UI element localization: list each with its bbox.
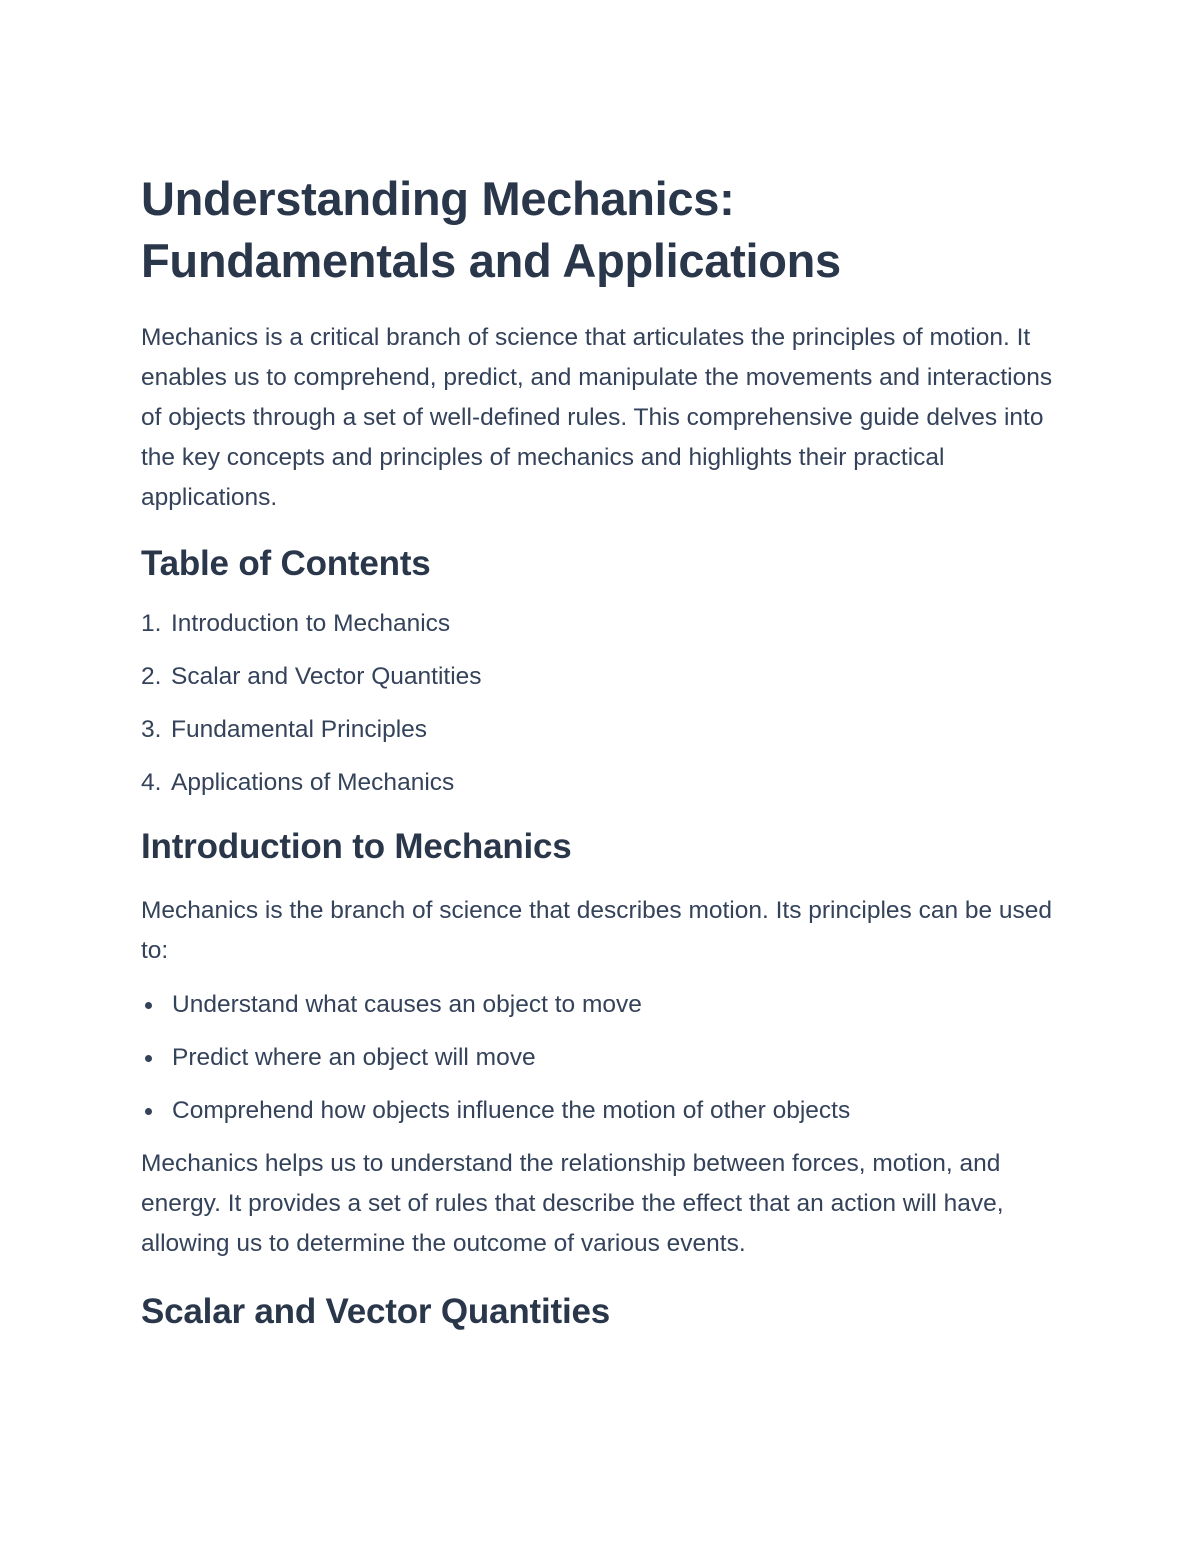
toc-item-label: Scalar and Vector Quantities <box>171 663 482 690</box>
toc-item-label: Fundamental Principles <box>171 716 428 743</box>
toc-heading: Table of Contents <box>141 544 431 583</box>
bullet-icon <box>145 1108 152 1115</box>
bullet-icon <box>145 1055 152 1062</box>
toc-item-number: 2. <box>141 663 162 690</box>
document-title <box>141 168 1071 292</box>
intro-paragraph: Mechanics is a critical branch of science that articulates the principles of motion. It enables us to comprehend, predict, and manipulate the movements and interactions of objects through a set of well-defined rules. This comprehensive guide delves into the key concepts and principles of mechanics and highlights their practical applications. <box>141 324 1053 511</box>
toc-item[interactable] <box>141 710 1071 750</box>
list-item-text: Understand what causes an object to move <box>172 991 642 1018</box>
toc-item-label: Introduction to Mechanics <box>171 610 451 637</box>
toc-item-label: Applications of Mechanics <box>171 769 455 796</box>
section-heading-introduction: Introduction to Mechanics <box>141 827 572 866</box>
title-line-1: Understanding Mechanics: <box>141 172 735 225</box>
bullet-icon <box>145 1002 152 1009</box>
table-of-contents <box>141 604 1071 803</box>
list-item <box>141 1091 1071 1131</box>
document-page <box>141 168 1071 1334</box>
list-item-text: Predict where an object will move <box>172 1044 536 1071</box>
toc-item-number: 4. <box>141 769 162 796</box>
toc-item[interactable] <box>141 763 1071 803</box>
toc-item[interactable] <box>141 657 1071 697</box>
introduction-paragraph-1: Mechanics is the branch of science that describes motion. Its principles can be used to: <box>141 897 1053 964</box>
list-item <box>141 985 1071 1025</box>
section-heading-scalar-vector: Scalar and Vector Quantities <box>141 1292 611 1331</box>
introduction-paragraph-2: Mechanics helps us to understand the relationship between forces, motion, and energy. It provides a set of rules that describe the effect that an action will have, allowing us to determine the outcome of various events. <box>141 1150 1004 1257</box>
toc-item-number: 3. <box>141 716 162 743</box>
list-item-text: Comprehend how objects influence the motion of other objects <box>172 1097 851 1124</box>
toc-item-number: 1. <box>141 610 162 637</box>
title-line-2: Fundamentals and Applications <box>141 234 841 287</box>
uses-list <box>141 985 1071 1131</box>
toc-item[interactable] <box>141 604 1071 644</box>
list-item <box>141 1038 1071 1078</box>
